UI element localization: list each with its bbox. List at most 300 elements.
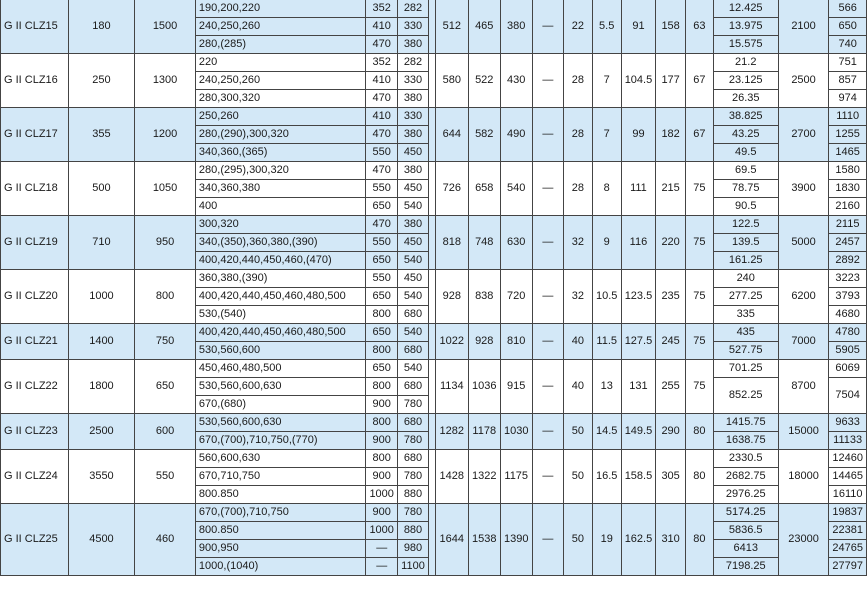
table-cell: 78.75: [713, 180, 778, 198]
table-cell: 91: [621, 0, 656, 54]
table-cell: 582: [468, 108, 500, 162]
table-cell: 32: [564, 216, 593, 270]
table-cell: 880: [398, 522, 429, 540]
table-cell: —: [532, 414, 563, 450]
table-cell: 111: [621, 162, 656, 216]
table-cell: 2682.75: [713, 468, 778, 486]
table-cell: 14.5: [592, 414, 621, 450]
table-cell: 23.125: [713, 72, 778, 90]
table-cell: 566: [829, 0, 867, 18]
table-cell: 67: [686, 54, 714, 108]
shaft-dia-cell: 670,(680): [195, 396, 365, 414]
spacer-cell: [428, 162, 435, 216]
table-cell: 8: [592, 162, 621, 216]
shaft-dia-cell: 340,360,380: [195, 180, 365, 198]
table-cell: 490: [500, 108, 532, 162]
table-cell: 650: [829, 18, 867, 36]
spacer-cell: [428, 54, 435, 108]
table-cell: 75: [686, 270, 714, 324]
table-cell: 550: [366, 180, 398, 198]
table-cell: 220: [656, 216, 686, 270]
table-cell: 430: [500, 54, 532, 108]
table-cell: 75: [686, 162, 714, 216]
table-cell: 3900: [778, 162, 828, 216]
table-cell: 600: [135, 414, 196, 450]
table-cell: 1830: [829, 180, 867, 198]
table-cell: 99: [621, 108, 656, 162]
table-cell: 16.5: [592, 450, 621, 504]
table-cell: 180: [68, 0, 134, 54]
table-cell: 1300: [135, 54, 196, 108]
shaft-dia-cell: 400,420,440,450,460,480,500: [195, 324, 365, 342]
table-cell: 75: [686, 324, 714, 360]
table-cell: 540: [398, 252, 429, 270]
table-cell: 330: [398, 72, 429, 90]
table-cell: 540: [398, 360, 429, 378]
shaft-dia-cell: 530,560,600,630: [195, 414, 365, 432]
table-cell: 540: [398, 198, 429, 216]
table-cell: 7198.25: [713, 558, 778, 576]
table-cell: 550: [366, 234, 398, 252]
table-cell: 75: [686, 216, 714, 270]
spacer-cell: [428, 414, 435, 450]
table-cell: 122.5: [713, 216, 778, 234]
table-cell: 540: [398, 288, 429, 306]
table-cell: 800: [366, 450, 398, 468]
table-cell: 1538: [468, 504, 500, 576]
table-cell: 1428: [435, 450, 468, 504]
spacer-cell: [428, 216, 435, 270]
shaft-dia-cell: 530,(540): [195, 306, 365, 324]
table-cell: 10.5: [592, 270, 621, 324]
table-cell: 410: [366, 72, 398, 90]
table-cell: 540: [398, 324, 429, 342]
table-cell: 40: [564, 324, 593, 360]
table-cell: 580: [435, 54, 468, 108]
shaft-dia-cell: 250,260: [195, 108, 365, 126]
table-cell: 330: [398, 108, 429, 126]
table-cell: 3793: [829, 288, 867, 306]
table-cell: 900: [366, 504, 398, 522]
table-cell: 40: [564, 360, 593, 414]
model-cell: G II CLZ19: [1, 216, 69, 270]
shaft-dia-cell: 280,(285): [195, 36, 365, 54]
table-row: [1, 0, 867, 18]
table-cell: 1638.75: [713, 432, 778, 450]
table-cell: 235: [656, 270, 686, 324]
table-row: [1, 504, 867, 522]
table-cell: —: [532, 108, 563, 162]
shaft-dia-cell: 670,710,750: [195, 468, 365, 486]
table-cell: 290: [656, 414, 686, 450]
table-cell: 22: [564, 0, 593, 54]
table-cell: 450: [398, 234, 429, 252]
table-cell: 14465: [829, 468, 867, 486]
shaft-dia-cell: 300,320: [195, 216, 365, 234]
table-cell: 380: [500, 0, 532, 54]
table-cell: 540: [500, 162, 532, 216]
table-cell: 2330.5: [713, 450, 778, 468]
table-cell: 38.825: [713, 108, 778, 126]
table-cell: 1110: [829, 108, 867, 126]
table-cell: 6069: [829, 360, 867, 378]
table-cell: 310: [656, 504, 686, 576]
table-cell: 2115: [829, 216, 867, 234]
shaft-dia-cell: 530,560,600,630: [195, 378, 365, 396]
table-cell: 950: [135, 216, 196, 270]
table-cell: 75: [686, 360, 714, 414]
table-cell: 5174.25: [713, 504, 778, 522]
shaft-dia-cell: 530,560,600: [195, 342, 365, 360]
table-cell: 158.5: [621, 450, 656, 504]
table-cell: 915: [500, 360, 532, 414]
table-cell: 50: [564, 450, 593, 504]
spacer-cell: [428, 108, 435, 162]
table-cell: 800: [135, 270, 196, 324]
table-cell: 2160: [829, 198, 867, 216]
table-cell: 751: [829, 54, 867, 72]
table-cell: 780: [398, 432, 429, 450]
shaft-dia-cell: 280,(290),300,320: [195, 126, 365, 144]
table-cell: 215: [656, 162, 686, 216]
table-cell: 2100: [778, 0, 828, 54]
table-cell: 7: [592, 108, 621, 162]
table-cell: 127.5: [621, 324, 656, 360]
table-cell: —: [532, 450, 563, 504]
table-cell: 1400: [68, 324, 134, 360]
table-row: [1, 270, 867, 288]
model-cell: G II CLZ25: [1, 504, 69, 576]
table-cell: 900: [366, 468, 398, 486]
model-cell: G II CLZ16: [1, 54, 69, 108]
table-cell: 4680: [829, 306, 867, 324]
table-cell: 1580: [829, 162, 867, 180]
shaft-dia-cell: 360,380,(390): [195, 270, 365, 288]
table-cell: 28: [564, 108, 593, 162]
table-cell: 550: [366, 144, 398, 162]
table-cell: 1200: [135, 108, 196, 162]
table-cell: 26.35: [713, 90, 778, 108]
table-cell: —: [532, 324, 563, 360]
shaft-dia-cell: 670,(700),710,750,(770): [195, 432, 365, 450]
table-cell: 80: [686, 504, 714, 576]
spacer-cell: [428, 324, 435, 360]
table-cell: 282: [398, 0, 429, 18]
table-row: [1, 360, 867, 378]
table-cell: —: [532, 360, 563, 414]
table-cell: 928: [435, 270, 468, 324]
shaft-dia-cell: 340,(350),360,380,(390): [195, 234, 365, 252]
table-cell: 3550: [68, 450, 134, 504]
table-cell: 32: [564, 270, 593, 324]
spacer-cell: [428, 270, 435, 324]
table-cell: 650: [366, 252, 398, 270]
table-cell: 1465: [829, 144, 867, 162]
table-cell: 1000: [68, 270, 134, 324]
table-cell: 780: [398, 468, 429, 486]
table-cell: 701.25: [713, 360, 778, 378]
table-cell: 450: [398, 270, 429, 288]
table-cell: 139.5: [713, 234, 778, 252]
table-cell: 810: [500, 324, 532, 360]
table-cell: 5000: [778, 216, 828, 270]
table-row: [1, 162, 867, 180]
table-cell: 13: [592, 360, 621, 414]
table-cell: 277.25: [713, 288, 778, 306]
table-cell: 1134: [435, 360, 468, 414]
table-cell: 19: [592, 504, 621, 576]
table-cell: 1036: [468, 360, 500, 414]
table-cell: 740: [829, 36, 867, 54]
table-cell: 450: [398, 180, 429, 198]
table-cell: 149.5: [621, 414, 656, 450]
spacer-cell: [428, 0, 435, 54]
table-cell: —: [532, 0, 563, 54]
shaft-dia-cell: 400,420,440,450,460,480,500: [195, 288, 365, 306]
shaft-dia-cell: 800.850: [195, 486, 365, 504]
table-cell: 5836.5: [713, 522, 778, 540]
table-cell: 1644: [435, 504, 468, 576]
table-cell: 650: [135, 360, 196, 414]
table-cell: —: [366, 558, 398, 576]
model-cell: G II CLZ24: [1, 450, 69, 504]
table-cell: 250: [68, 54, 134, 108]
table-cell: 352: [366, 0, 398, 18]
table-cell: 161.25: [713, 252, 778, 270]
table-cell: 380: [398, 126, 429, 144]
model-cell: G II CLZ17: [1, 108, 69, 162]
table-cell: 1800: [68, 360, 134, 414]
table-cell: 650: [366, 360, 398, 378]
table-row: [1, 324, 867, 342]
table-cell: 1390: [500, 504, 532, 576]
table-cell: 7: [592, 54, 621, 108]
table-cell: 282: [398, 54, 429, 72]
table-cell: 2976.25: [713, 486, 778, 504]
table-cell: 7504: [829, 378, 867, 414]
table-row: [1, 216, 867, 234]
table-cell: 800: [366, 342, 398, 360]
shaft-dia-cell: 800.850: [195, 522, 365, 540]
table-cell: 19837: [829, 504, 867, 522]
table-cell: 726: [435, 162, 468, 216]
table-cell: 1030: [500, 414, 532, 450]
table-cell: 512: [435, 0, 468, 54]
table-cell: 1178: [468, 414, 500, 450]
shaft-dia-cell: 190,200,220: [195, 0, 365, 18]
table-cell: 470: [366, 162, 398, 180]
table-cell: 380: [398, 162, 429, 180]
table-cell: 680: [398, 414, 429, 432]
table-cell: 330: [398, 18, 429, 36]
table-cell: 410: [366, 108, 398, 126]
table-cell: 305: [656, 450, 686, 504]
table-cell: 650: [366, 198, 398, 216]
shaft-dia-cell: 400: [195, 198, 365, 216]
table-cell: 410: [366, 18, 398, 36]
table-cell: 49.5: [713, 144, 778, 162]
table-cell: 1050: [135, 162, 196, 216]
table-row: [1, 450, 867, 468]
shaft-dia-cell: 560,600,630: [195, 450, 365, 468]
table-cell: 162.5: [621, 504, 656, 576]
shaft-dia-cell: 280,300,320: [195, 90, 365, 108]
table-cell: 1000: [366, 486, 398, 504]
table-cell: 780: [398, 504, 429, 522]
table-cell: 69.5: [713, 162, 778, 180]
table-cell: 550: [135, 450, 196, 504]
table-cell: 928: [468, 324, 500, 360]
table-cell: 748: [468, 216, 500, 270]
table-cell: 23000: [778, 504, 828, 576]
model-cell: G II CLZ22: [1, 360, 69, 414]
shaft-dia-cell: 240,250,260: [195, 72, 365, 90]
shaft-dia-cell: 240,250,260: [195, 18, 365, 36]
table-cell: —: [532, 270, 563, 324]
table-cell: 500: [68, 162, 134, 216]
table-cell: 470: [366, 90, 398, 108]
table-cell: 2892: [829, 252, 867, 270]
table-cell: 22381: [829, 522, 867, 540]
table-cell: 2457: [829, 234, 867, 252]
table-cell: 50: [564, 414, 593, 450]
table-cell: 680: [398, 450, 429, 468]
table-cell: 24765: [829, 540, 867, 558]
table-cell: 11133: [829, 432, 867, 450]
table-cell: 680: [398, 306, 429, 324]
table-cell: 90.5: [713, 198, 778, 216]
table-cell: 1322: [468, 450, 500, 504]
model-cell: G II CLZ23: [1, 414, 69, 450]
table-cell: 3223: [829, 270, 867, 288]
table-cell: 28: [564, 162, 593, 216]
table-cell: 177: [656, 54, 686, 108]
table-row: [1, 54, 867, 72]
spacer-cell: [428, 360, 435, 414]
table-cell: 4500: [68, 504, 134, 576]
table-cell: 15.575: [713, 36, 778, 54]
table-cell: 658: [468, 162, 500, 216]
table-cell: 12460: [829, 450, 867, 468]
table-cell: 880: [398, 486, 429, 504]
table-cell: 650: [366, 288, 398, 306]
table-cell: 12.425: [713, 0, 778, 18]
table-cell: 1415.75: [713, 414, 778, 432]
table-cell: 8700: [778, 360, 828, 414]
shaft-dia-cell: 400,420,440,450,460,(470): [195, 252, 365, 270]
shaft-dia-cell: 450,460,480,500: [195, 360, 365, 378]
table-cell: 1175: [500, 450, 532, 504]
table-cell: 980: [398, 540, 429, 558]
table-cell: 1282: [435, 414, 468, 450]
table-cell: 465: [468, 0, 500, 54]
table-cell: 13.975: [713, 18, 778, 36]
table-cell: 2700: [778, 108, 828, 162]
table-cell: 255: [656, 360, 686, 414]
table-cell: 750: [135, 324, 196, 360]
table-cell: 335: [713, 306, 778, 324]
table-cell: 80: [686, 450, 714, 504]
table-cell: 5.5: [592, 0, 621, 54]
table-cell: 527.75: [713, 342, 778, 360]
table-cell: 4780: [829, 324, 867, 342]
table-cell: 63: [686, 0, 714, 54]
shaft-dia-cell: 220: [195, 54, 365, 72]
table-cell: 355: [68, 108, 134, 162]
table-cell: 67: [686, 108, 714, 162]
table-cell: 80: [686, 414, 714, 450]
table-cell: 680: [398, 378, 429, 396]
table-cell: 1000: [366, 522, 398, 540]
table-cell: 720: [500, 270, 532, 324]
spacer-cell: [428, 504, 435, 576]
table-cell: 6413: [713, 540, 778, 558]
shaft-dia-cell: 1000,(1040): [195, 558, 365, 576]
table-cell: 1100: [398, 558, 429, 576]
table-row: [1, 108, 867, 126]
table-cell: 1022: [435, 324, 468, 360]
table-cell: 240: [713, 270, 778, 288]
table-cell: 710: [68, 216, 134, 270]
table-cell: 182: [656, 108, 686, 162]
table-cell: 630: [500, 216, 532, 270]
table-cell: 818: [435, 216, 468, 270]
table-cell: 380: [398, 90, 429, 108]
shaft-dia-cell: 280,(295),300,320: [195, 162, 365, 180]
shaft-dia-cell: 670,(700),710,750: [195, 504, 365, 522]
table-cell: —: [532, 504, 563, 576]
table-cell: 27797: [829, 558, 867, 576]
table-cell: 522: [468, 54, 500, 108]
table-cell: 131: [621, 360, 656, 414]
table-cell: 470: [366, 36, 398, 54]
shaft-dia-cell: 900,950: [195, 540, 365, 558]
table-cell: 352: [366, 54, 398, 72]
table-cell: 460: [135, 504, 196, 576]
table-cell: 450: [398, 144, 429, 162]
table-cell: 838: [468, 270, 500, 324]
table-row: [1, 414, 867, 432]
table-cell: 435: [713, 324, 778, 342]
table-cell: 16110: [829, 486, 867, 504]
table-cell: 800: [366, 306, 398, 324]
table-cell: 380: [398, 216, 429, 234]
table-cell: 123.5: [621, 270, 656, 324]
spacer-cell: [428, 450, 435, 504]
table-cell: 7000: [778, 324, 828, 360]
table-cell: 104.5: [621, 54, 656, 108]
model-cell: G II CLZ15: [1, 0, 69, 54]
model-cell: G II CLZ21: [1, 324, 69, 360]
table-cell: —: [532, 162, 563, 216]
table-cell: 9: [592, 216, 621, 270]
table-cell: 900: [366, 432, 398, 450]
table-cell: 28: [564, 54, 593, 108]
table-cell: 800: [366, 378, 398, 396]
table-cell: 21.2: [713, 54, 778, 72]
table-cell: 15000: [778, 414, 828, 450]
table-cell: —: [532, 216, 563, 270]
table-cell: 11.5: [592, 324, 621, 360]
table-cell: 2500: [778, 54, 828, 108]
table-cell: 857: [829, 72, 867, 90]
table-cell: —: [532, 54, 563, 108]
table-cell: 158: [656, 0, 686, 54]
table-cell: 680: [398, 342, 429, 360]
table-cell: 50: [564, 504, 593, 576]
table-cell: 43.25: [713, 126, 778, 144]
table-cell: 470: [366, 216, 398, 234]
